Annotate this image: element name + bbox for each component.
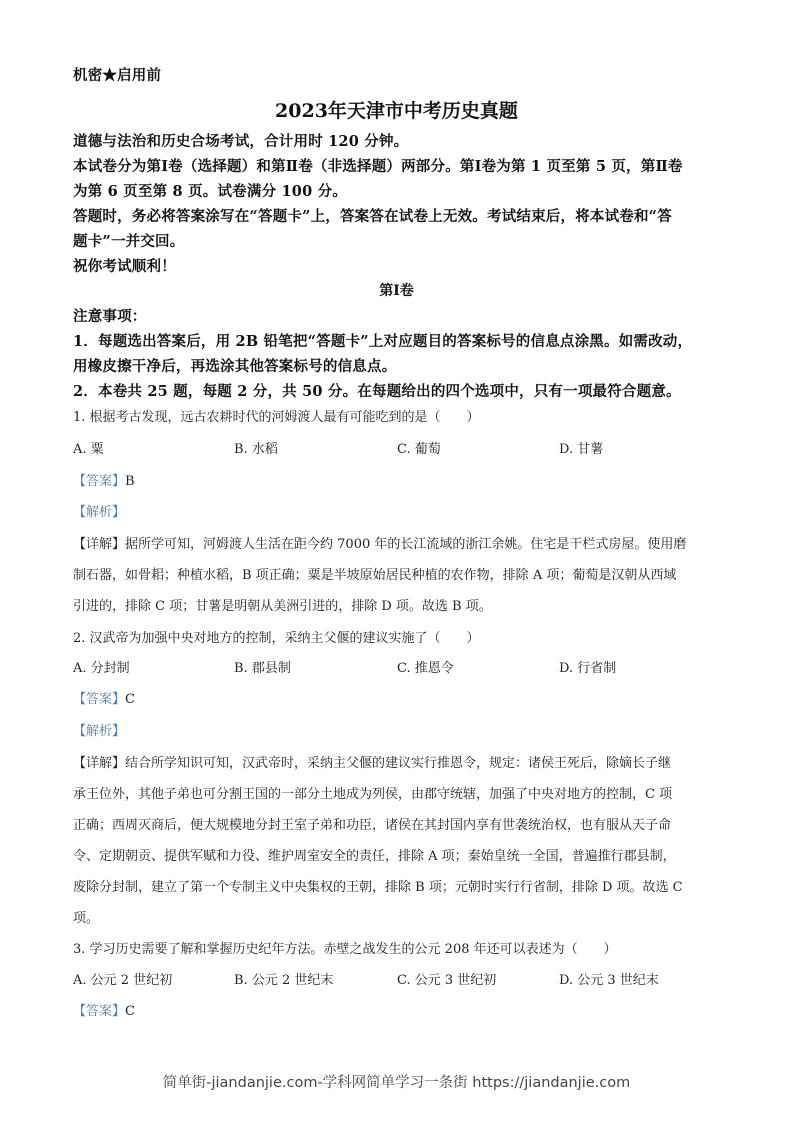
detail-line: 制石器，如骨耜；种植水稻，B 项正确；粟是半坡原始居民种植的农作物，排除 A 项；葡萄是汉朝从西域 — [73, 568, 677, 583]
option-d: D. 甘薯 — [559, 442, 604, 457]
answer-row — [73, 1000, 135, 1019]
page-title: 2023年天津市中考历史真题 — [275, 100, 518, 122]
notice-line: 1．每题选出答案后，用 2B 铅笔把“答题卡”上对应题目的答案标号的信息点涂黑。如需改动， — [73, 333, 693, 350]
option-c: C. 公元 3 世纪初 — [397, 973, 497, 988]
option-b: B. 公元 2 世纪末 — [234, 973, 334, 988]
detail-line: 承王位外，其他子弟也可分割王国的一部分土地成为列侯，由郡守统辖，加强了中央对地方的控制，C 项 — [73, 787, 673, 802]
notice-line: 2．本卷共 25 题，每题 2 分，共 50 分。在每题给出的四个选项中，只有一项最符合题意。 — [73, 383, 681, 400]
option-d: D. 公元 3 世纪末 — [559, 973, 659, 988]
analysis-label: 【解析】 — [73, 724, 126, 739]
analysis-label: 【解析】 — [73, 505, 126, 520]
confidential-label: 机密★启用前 — [73, 67, 162, 84]
answer-value: B — [125, 474, 135, 489]
answer-label: 【答案】 — [73, 692, 126, 707]
option-d: D. 行省制 — [559, 661, 617, 676]
detail-text: 据所学可知，河姆渡人生活在距今约 7000 年的长江流域的浙江余姚。住宅是干栏式房屋。使用磨 — [125, 537, 687, 552]
volume-title: 第Ⅰ卷 — [379, 283, 414, 299]
detail-label: 【详解】 — [73, 537, 126, 552]
detail-text: 结合所学知识可知，汉武帝时，采纳主父偃的建议实行推恩令，规定：诸侯王死后，除嫡长子继 — [125, 756, 672, 771]
footer-watermark: 简单街-jiandanjie.com-学科网简单学习一条街 https://jiandanjie.com — [162, 1075, 631, 1091]
option-b: B. 郡县制 — [234, 661, 291, 676]
header-line: 答题时，务必将答案涂写在“答题卡”上，答案答在试卷上无效。考试结束后，将本试卷和“答 — [73, 208, 672, 225]
header-line: 本试卷分为第Ⅰ卷（选择题）和第Ⅱ卷（非选择题）两部分。第Ⅰ卷为第 1 页至第 5 页，第Ⅱ卷 — [73, 158, 683, 175]
notice-title: 注意事项： — [73, 308, 147, 325]
question-stem: 3. 学习历史需要了解和掌握历史纪年方法。赤壁之战发生的公元 208 年还可以表述为（ ） — [73, 942, 617, 957]
header-line: 为第 6 页至第 8 页。试卷满分 100 分。 — [73, 183, 348, 200]
option-a: A. 粟 — [73, 442, 104, 457]
header-line: 祝你考试顺利！ — [73, 258, 176, 275]
answer-label: 【答案】 — [73, 1004, 126, 1019]
question-stem: 1. 根据考古发现，远古农耕时代的河姆渡人最有可能吃到的是（ ） — [73, 410, 480, 425]
detail-line — [73, 752, 671, 771]
answer-value: C — [125, 1004, 135, 1019]
detail-line: 引进的，排除 C 项；甘薯是明朝从美洲引进的，排除 D 项。故选 B 项。 — [73, 599, 492, 614]
answer-row — [73, 688, 135, 707]
detail-line: 令、定期朝贡、提供军赋和力役、维护周室安全的责任，排除 A 项；秦始皇统一全国，普遍推行郡县制， — [73, 849, 676, 864]
option-c: C. 葡萄 — [397, 442, 441, 457]
option-b: B. 水稻 — [234, 442, 278, 457]
answer-row — [73, 470, 135, 489]
detail-label: 【详解】 — [73, 756, 126, 771]
option-c: C. 推恩令 — [397, 661, 454, 676]
detail-line: 项。 — [73, 911, 100, 926]
answer-label: 【答案】 — [73, 474, 126, 489]
notice-line: 用橡皮擦干净后，再选涂其他答案标号的信息点。 — [73, 358, 397, 375]
option-a: A. 分封制 — [73, 661, 130, 676]
detail-line — [73, 533, 686, 552]
question-stem: 2. 汉武帝为加强中央对地方的控制，采纳主父偃的建议实施了（ ） — [73, 631, 480, 646]
detail-line: 废除分封制，建立了第一个专制主义中央集权的王朝，排除 B 项；元朝时实行行省制，排除 D 项。故选 C — [73, 880, 683, 895]
header-line: 道德与法治和历史合场考试，合计用时 120 分钟。 — [73, 133, 409, 150]
detail-line: 正确；西周灭商后，便大规模地分封王室子弟和功臣，诸侯在其封国内享有世袭统治权，也有服从天子命 — [73, 818, 672, 833]
answer-value: C — [125, 692, 135, 707]
header-line: 题卡”一并交回。 — [73, 233, 185, 250]
option-a: A. 公元 2 世纪初 — [73, 973, 173, 988]
